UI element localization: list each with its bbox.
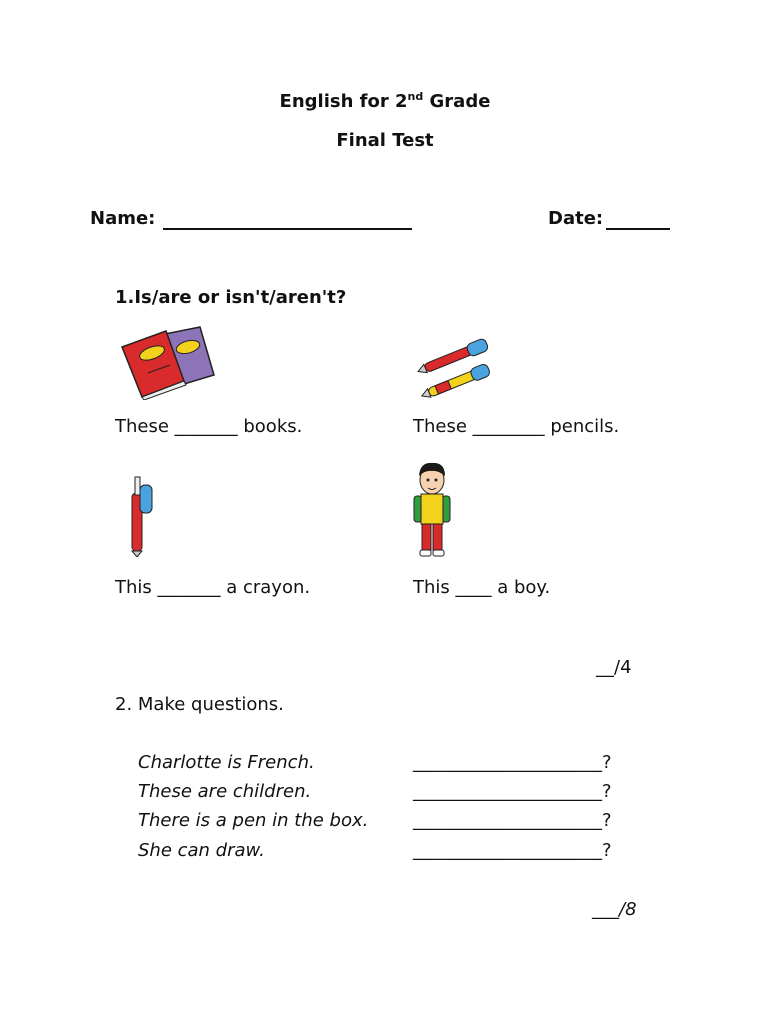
section2-score: ___/8 — [592, 899, 637, 920]
question-answer-line[interactable]: _____________________? — [413, 752, 612, 773]
sentence-pencils: These ________ pencils. — [413, 416, 620, 437]
question-answer-line[interactable]: _____________________? — [413, 781, 612, 802]
pen-icon — [126, 475, 156, 557]
sentence-boy: This ____ a boy. — [413, 577, 551, 598]
section1-score: __/4 — [596, 657, 632, 678]
question-answer-line[interactable]: _____________________? — [413, 840, 612, 861]
question-prompt: These are children. — [138, 781, 312, 802]
page-subtitle: Final Test — [336, 130, 434, 151]
question-prompt: Charlotte is French. — [138, 752, 315, 773]
sentence-books: These _______ books. — [115, 416, 303, 437]
page-title: English for 2nd Grade — [279, 90, 491, 112]
date-field[interactable] — [606, 228, 670, 230]
pens-icon — [415, 338, 497, 400]
section1-heading: 1.Is/are or isn't/aren't? — [115, 287, 347, 308]
sentence-crayon: This _______ a crayon. — [115, 577, 311, 598]
books-icon — [118, 325, 218, 400]
question-answer-line[interactable]: _____________________? — [413, 810, 612, 831]
boy-icon — [410, 458, 454, 558]
name-label: Name: — [90, 208, 156, 229]
name-field[interactable] — [163, 228, 412, 230]
section2-heading: 2. Make questions. — [115, 694, 284, 715]
date-label: Date: — [548, 208, 604, 229]
question-prompt: There is a pen in the box. — [138, 810, 369, 831]
question-prompt: She can draw. — [138, 840, 265, 861]
